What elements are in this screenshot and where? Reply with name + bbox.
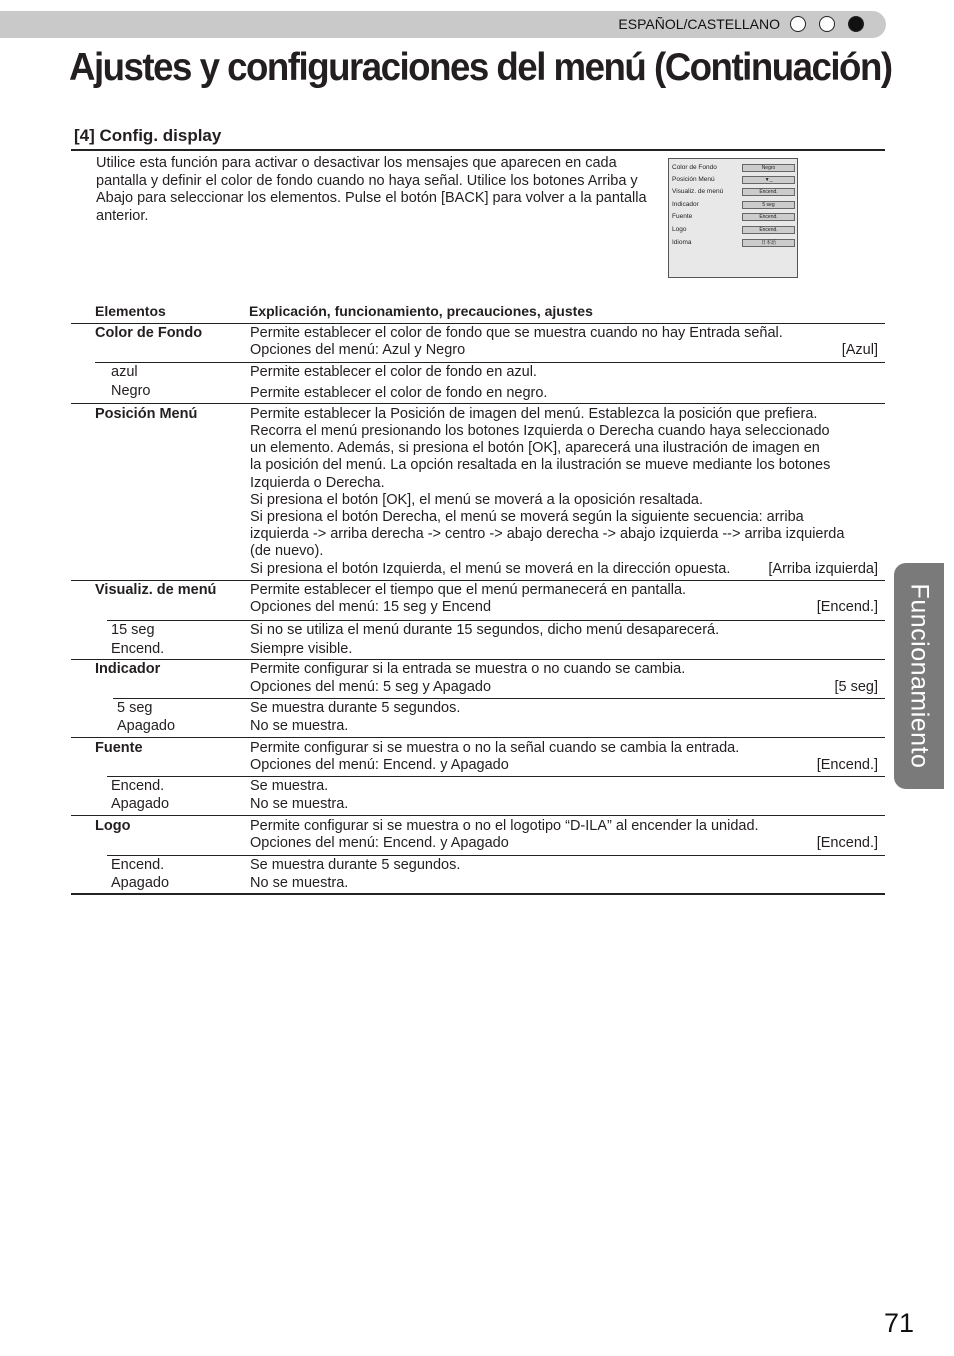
- option-name: 5 seg: [117, 700, 153, 716]
- option-text: Se muestra durante 5 segundos.: [250, 857, 461, 873]
- option-name: Encend.: [111, 641, 165, 657]
- row-name-posicion-menu: Posición Menú: [95, 406, 198, 422]
- menu-value: 日本語: [742, 239, 795, 247]
- intro-text: Utilice esta función para activar o desactivar los mensajes que aparecen en cada pantalla y definir el color de fondo cuando no haya señal. Utilice los botones Arriba y Abajo para seleccionar los elementos. Pulse el botón [BACK] para volver a la pantalla anterior.: [96, 155, 647, 224]
- column-header-explanation: Explicación, funcionamiento, precauciones, ajustes: [249, 303, 593, 319]
- column-header-elements: Elementos: [95, 303, 166, 319]
- circle-icon: [790, 16, 806, 32]
- menu-item: Idioma: [672, 239, 692, 246]
- default-value: [Encend.]: [816, 835, 878, 851]
- option-text: No se muestra.: [250, 875, 349, 891]
- row-text: la posición del menú. La opción resaltada en la ilustración se mueve mediante los botones: [250, 457, 831, 473]
- menu-item: Logo: [672, 226, 687, 233]
- row-text: Opciones del menú: Encend. y Apagado: [250, 757, 509, 773]
- menu-screenshot: [668, 158, 798, 278]
- row-text: Permite establecer la Posición de imagen del menú. Establezca la posición que prefiera.: [250, 406, 818, 422]
- table-rule: [71, 737, 885, 738]
- table-rule: [95, 362, 885, 363]
- table-rule: [71, 323, 885, 324]
- row-name-fuente: Fuente: [95, 740, 143, 756]
- table-rule: [113, 698, 885, 699]
- row-name-color-de-fondo: Color de Fondo: [95, 325, 203, 341]
- side-tab: [894, 563, 944, 789]
- divider: [71, 149, 885, 151]
- option-text: No se muestra.: [250, 718, 349, 734]
- menu-item: Fuente: [672, 213, 693, 220]
- row-name-indicador: Indicador: [95, 661, 161, 677]
- row-text: un elemento. Además, si presiona el botón [OK], aparecerá una ilustración de imagen en: [250, 440, 820, 456]
- option-text: Siempre visible.: [250, 641, 353, 657]
- option-text: Se muestra durante 5 segundos.: [250, 700, 461, 716]
- option-text: Permite establecer el color de fondo en negro.: [250, 385, 548, 401]
- option-text: Si no se utiliza el menú durante 15 segundos, dicho menú desaparecerá.: [250, 622, 720, 638]
- language-label: ESPAÑOL/CASTELLANO: [618, 16, 780, 32]
- table-rule: [107, 855, 885, 856]
- table-rule: [107, 776, 885, 777]
- menu-value: Encend.: [742, 213, 795, 221]
- option-text: Permite establecer el color de fondo en azul.: [250, 364, 537, 380]
- menu-item: Indicador: [672, 201, 699, 208]
- row-text: Permite configurar si se muestra o no la señal cuando se cambia la entrada.: [250, 740, 740, 756]
- circle-icon: [819, 16, 835, 32]
- option-name: Encend.: [111, 857, 165, 873]
- row-text: Izquierda o Derecha.: [250, 475, 385, 491]
- option-name: Apagado: [117, 718, 176, 734]
- table-rule: [71, 403, 885, 404]
- language-bar: [0, 11, 886, 38]
- table-rule: [71, 659, 885, 660]
- row-text: (de nuevo).: [250, 543, 324, 559]
- side-tab-label: Funcionamiento: [905, 583, 934, 769]
- row-text: Recorra el menú presionando los botones Izquierda o Derecha cuando haya seleccionado: [250, 423, 830, 439]
- option-text: Se muestra.: [250, 778, 329, 794]
- row-text: Permite establecer el color de fondo que se muestra cuando no hay Entrada señal.: [250, 325, 783, 341]
- menu-item: Visualiz. de menú: [672, 188, 724, 195]
- row-name-visualiz-de-menu: Visualiz. de menú: [95, 582, 217, 598]
- row-text: Permite configurar si la entrada se muestra o no cuando se cambia.: [250, 661, 686, 677]
- row-text: Permite establecer el tiempo que el menú permanecerá en pantalla.: [250, 582, 687, 598]
- page-title: Ajustes y configuraciones del menú (Continuación): [69, 46, 892, 89]
- table-rule: [107, 620, 885, 621]
- row-text: Opciones del menú: 5 seg y Apagado: [250, 679, 492, 695]
- page-number: 71: [884, 1308, 915, 1338]
- row-name-logo: Logo: [95, 818, 131, 834]
- menu-value: Encend.: [742, 188, 795, 196]
- row-text: Si presiona el botón Derecha, el menú se moverá según la siguiente secuencia: arriba: [250, 509, 804, 525]
- menu-item: Color de Fondo: [672, 164, 717, 171]
- row-text: Permite configurar si se muestra o no el logotipo “D-ILA” al encender la unidad.: [250, 818, 759, 834]
- section-heading: [4] Config. display: [74, 126, 222, 145]
- menu-value: Negro: [742, 164, 795, 172]
- table-rule: [71, 815, 885, 816]
- menu-value: 5 seg: [742, 201, 795, 209]
- row-text: Opciones del menú: Azul y Negro: [250, 342, 466, 358]
- table-rule: [71, 893, 885, 895]
- filled-circle-icon: [848, 16, 864, 32]
- option-name: 15 seg: [111, 622, 155, 638]
- option-name: Apagado: [111, 875, 170, 891]
- menu-value: ▼_: [742, 176, 795, 184]
- row-text: Si presiona el botón [OK], el menú se moverá a la oposición resaltada.: [250, 492, 703, 508]
- default-value: [Azul]: [841, 342, 878, 358]
- menu-value: Encend.: [742, 226, 795, 234]
- menu-item: Posición Menú: [672, 176, 715, 183]
- row-text: Opciones del menú: Encend. y Apagado: [250, 835, 509, 851]
- default-value: [Encend.]: [816, 757, 878, 773]
- default-value: [Arriba izquierda]: [768, 561, 878, 577]
- option-name: Encend.: [111, 778, 165, 794]
- option-name: azul: [111, 364, 138, 380]
- row-text: Si presiona el botón Izquierda, el menú se moverá en la dirección opuesta.: [250, 561, 731, 577]
- table-rule: [71, 580, 885, 581]
- row-text: Opciones del menú: 15 seg y Encend: [250, 599, 492, 615]
- option-name: Negro: [111, 383, 151, 399]
- option-name: Apagado: [111, 796, 170, 812]
- default-value: [Encend.]: [816, 599, 878, 615]
- row-text: izquierda -> arriba derecha -> centro -> abajo derecha -> abajo izquierda --> arriba izquierda: [250, 526, 845, 542]
- default-value: [5 seg]: [834, 679, 878, 695]
- option-text: No se muestra.: [250, 796, 349, 812]
